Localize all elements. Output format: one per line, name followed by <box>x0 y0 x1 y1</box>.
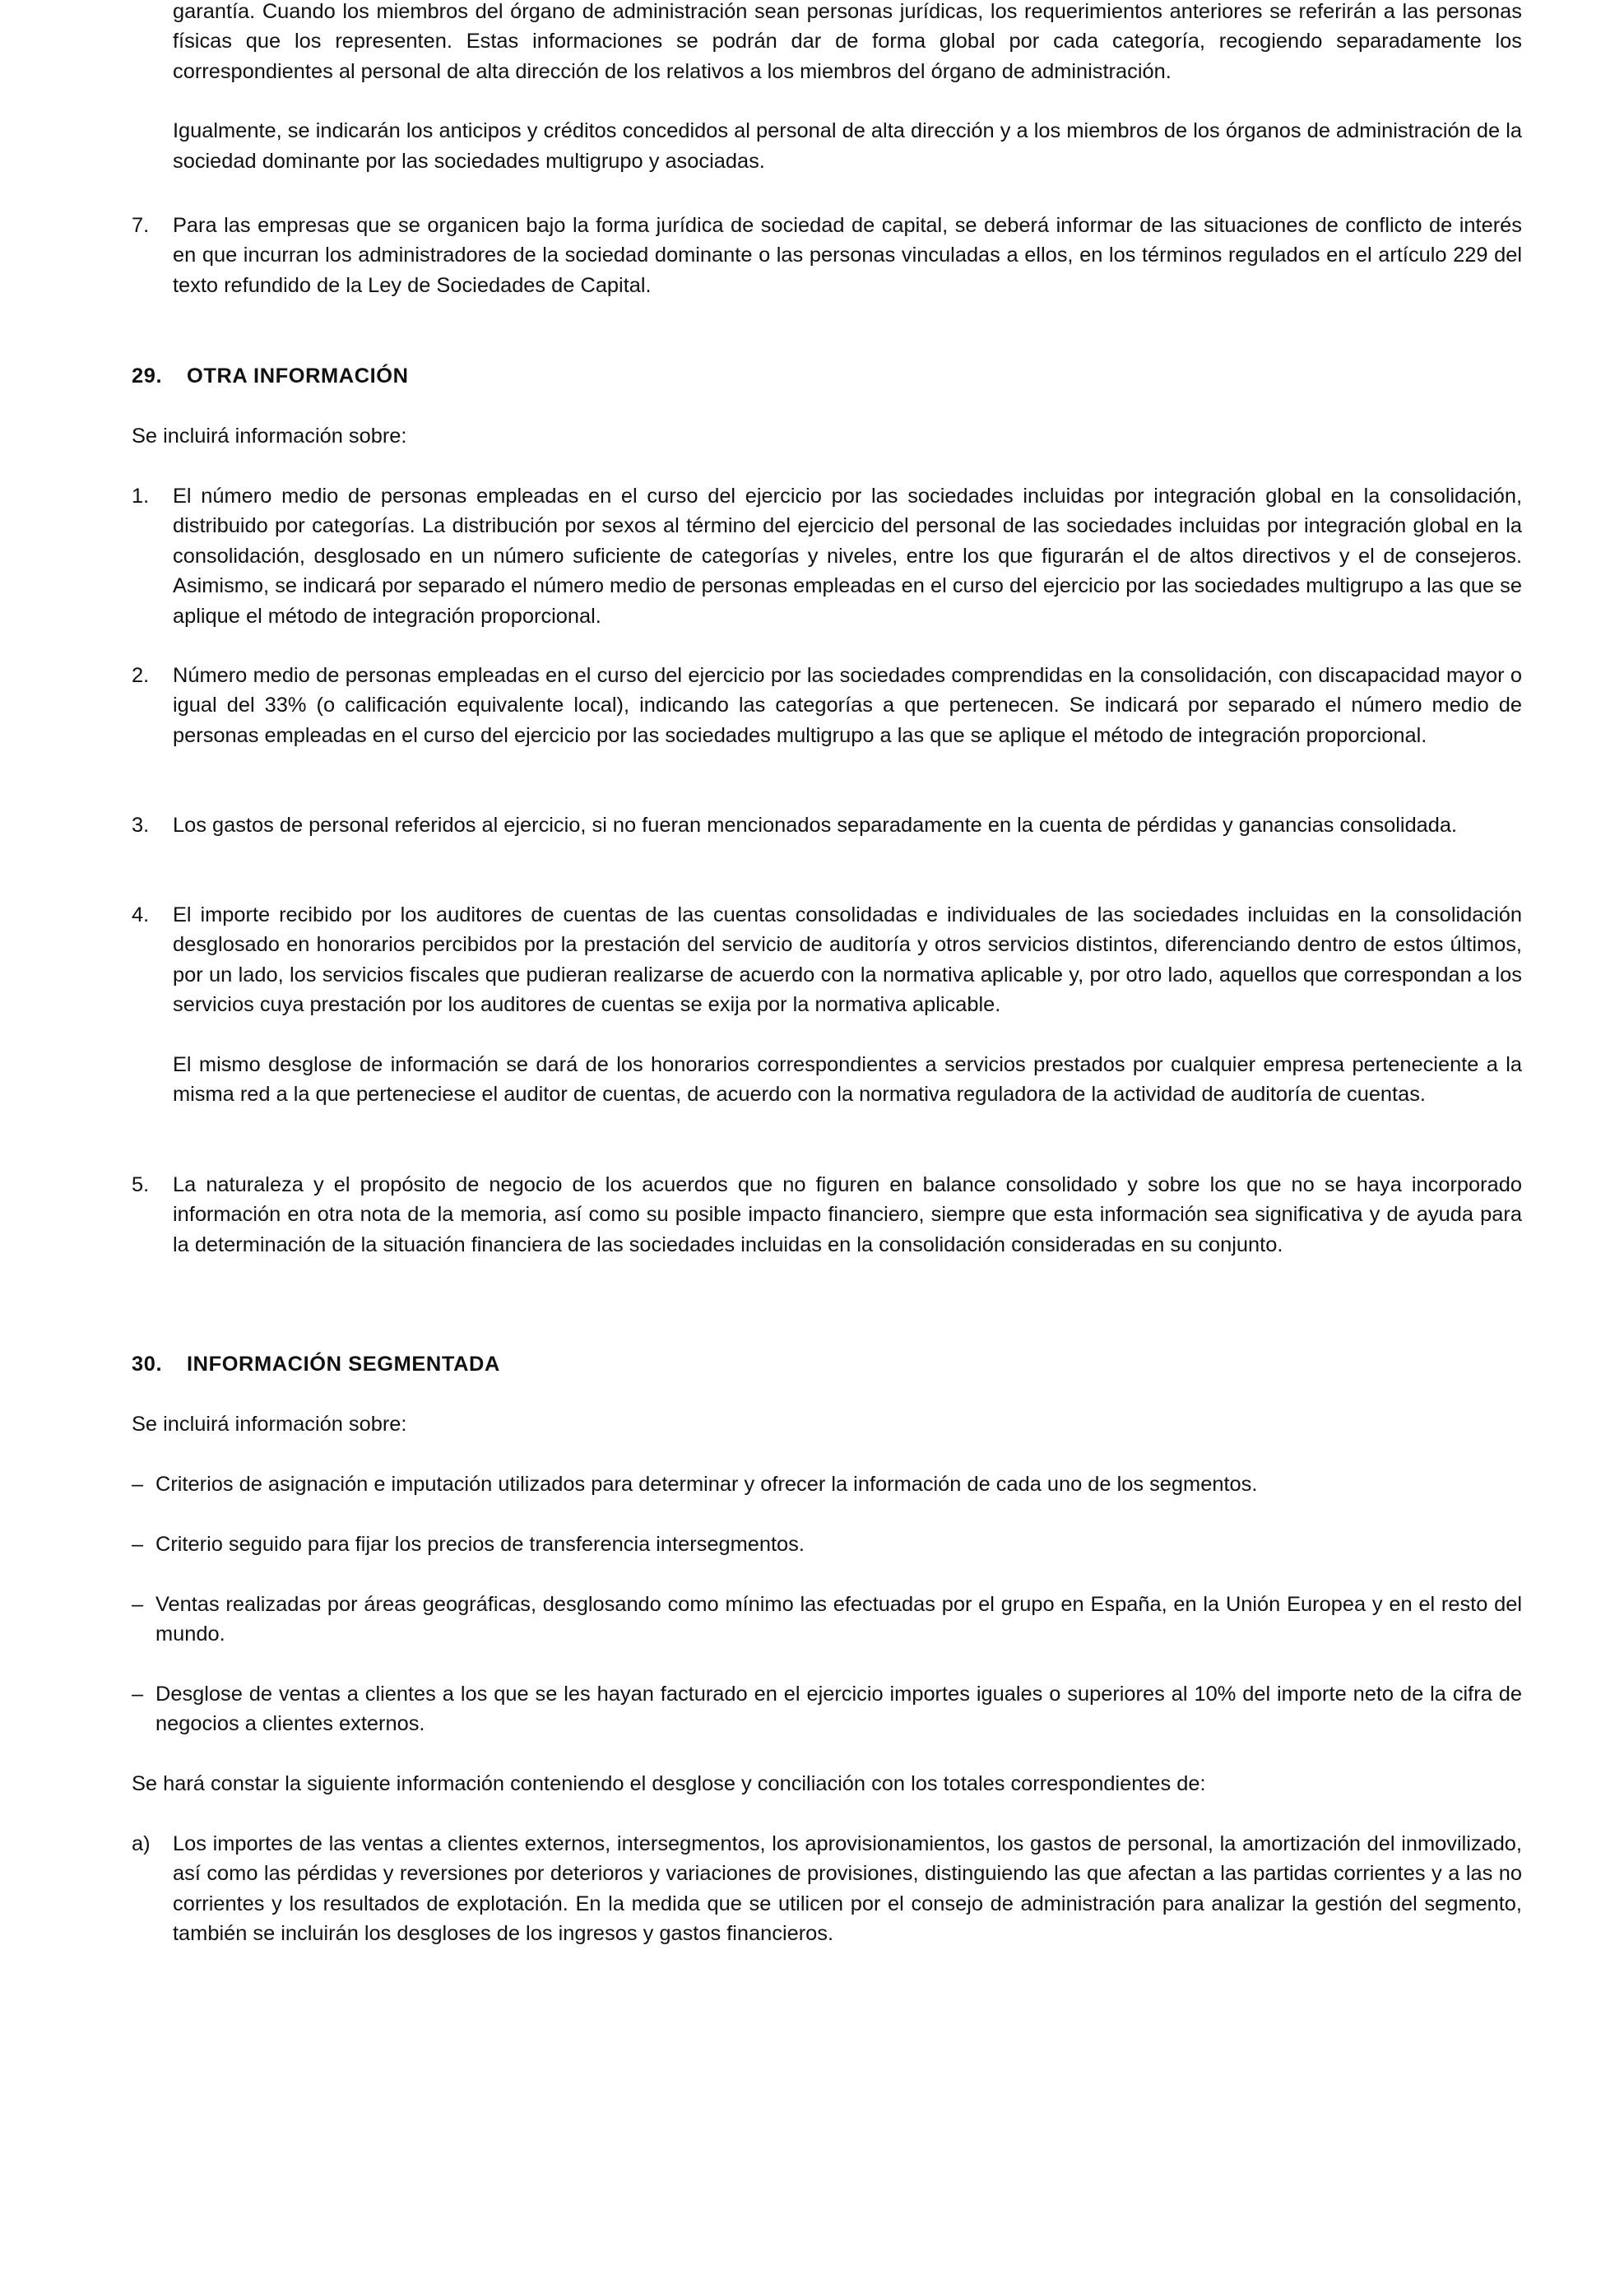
list-item-a <box>132 1829 1522 1949</box>
section-outro: Se hará constar la siguiente información conteniendo el desglose y conciliación con los totales correspondientes de: <box>132 1772 1206 1795</box>
list-item-5 <box>132 1170 1522 1260</box>
section-number: 29. <box>132 364 163 388</box>
list-item-text: El mismo desglose de información se dará de los honorarios correspondientes a servicios prestados por cualquier empresa perteneciente a la misma red a la que perteneciese el auditor de cuentas, de acuerdo con la normativa reguladora de la actividad de auditoría de cuentas. <box>173 1053 1522 1107</box>
paragraph-continuation: garantía. Cuando los miembros del órgano de administración sean personas jurídicas, los requerimientos anteriores se referirán a las personas físicas que los representen. Estas informaciones se podrán dar de forma global por cada categoría, recogiendo separadamente los correspondientes al personal de alta dirección de los relativos a los miembros del órgano de administración. <box>173 0 1522 83</box>
list-item-number: 2. <box>132 664 150 687</box>
bullet-item-3 <box>132 1590 1522 1650</box>
list-item-number: 7. <box>132 214 150 237</box>
bullet-item-2 <box>132 1530 1522 1559</box>
section-number: 30. <box>132 1353 163 1376</box>
dash-marker: – <box>132 1473 144 1496</box>
list-item-text: La naturaleza y el propósito de negocio de los acuerdos que no figuren en balance consolidado y sobre los que no se haya incorporado información en otra nota de la memoria, así como su posible impacto financiero, siempre que esta información sea significativa y de ayuda para la determinación de la situación financiera de las sociedades incluidas en la consolidación consideradas en su conjunto. <box>173 1173 1522 1256</box>
bullet-item-4 <box>132 1679 1522 1739</box>
bullet-item-1 <box>132 1469 1522 1499</box>
list-item-number: 3. <box>132 814 150 837</box>
list-item-text: El número medio de personas empleadas en el curso del ejercicio por las sociedades incluidas por integración global en la consolidación, distribuido por categorías. La distribución por sexos al término del ejercicio del personal de las sociedades incluidas por integración global en la consolidación, desglosado en un número suficiente de categorías y niveles, entre los que figurarán el de altos directivos y el de consejeros. Asimismo, se indicará por separado el número medio de personas empleadas en el curso del ejercicio por las sociedades multigrupo a las que se aplique el método de integración proporcional. <box>173 485 1522 628</box>
bullet-text: Desglose de ventas a clientes a los que se les hayan facturado en el ejercicio importes iguales o superiores al 10% del importe neto de la cifra de negocios a clientes externos. <box>155 1683 1522 1736</box>
dash-marker: – <box>132 1533 144 1556</box>
list-item-number: 1. <box>132 485 150 508</box>
bullet-text: Ventas realizadas por áreas geográficas, desglosando como mínimo las efectuadas por el grupo en España, en la Unión Europea y en el resto del mundo. <box>155 1593 1522 1646</box>
section-intro: Se incluirá información sobre: <box>132 1413 407 1436</box>
list-item-2 <box>132 661 1522 750</box>
list-item-text: Para las empresas que se organicen bajo la forma jurídica de sociedad de capital, se deberá informar de las situaciones de conflicto de interés en que incurran los administradores de la sociedad dominante o las personas vinculadas a ellos, en los términos regulados en el artículo 229 del texto refundido de la Ley de Sociedades de Capital. <box>173 214 1522 297</box>
list-item-number: 5. <box>132 1173 150 1196</box>
bullet-text: Criterios de asignación e imputación utilizados para determinar y ofrecer la información de cada uno de los segmentos. <box>155 1473 1258 1496</box>
continuation-block <box>173 0 1522 176</box>
list-item-text: Los importes de las ventas a clientes externos, intersegmentos, los aprovisionamientos, los gastos de personal, la amortización del inmovilizado, así como las pérdidas y reversiones por deterioros y variaciones de provisiones, distinguiendo las que afectan a las partidas corrientes y a las no corrientes y los resultados de explotación. En la medida que se utilicen por el consejo de administración para analizar la gestión del segmento, también se incluirán los desgloses de los ingresos y gastos financieros. <box>173 1832 1522 1946</box>
list-item-1 <box>132 481 1522 631</box>
section-title: INFORMACIÓN SEGMENTADA <box>187 1353 500 1376</box>
dash-marker: – <box>132 1683 144 1706</box>
dash-marker: – <box>132 1593 144 1616</box>
list-item-7 <box>132 211 1522 300</box>
list-item-text: Los gastos de personal referidos al ejercicio, si no fueran mencionados separadamente en la cuenta de pérdidas y ganancias consolidada. <box>173 814 1458 837</box>
section-heading-30 <box>132 1349 500 1379</box>
list-item-text: Número medio de personas empleadas en el curso del ejercicio por las sociedades comprendidas en la consolidación, con discapacidad mayor o igual del 33% (o calificación equivalente local), indicando las categorías a que pertenecen. Se indicará por separado el número medio de personas empleadas en el curso del ejercicio por las sociedades multigrupo a las que se aplique el método de integración proporcional. <box>173 664 1522 747</box>
list-item-letter: a) <box>132 1832 151 1855</box>
paragraph-anticipos: Igualmente, se indicarán los anticipos y créditos concedidos al personal de alta dirección y a los miembros de los órganos de administración de la sociedad dominante por las sociedades multigrupo y asociadas. <box>173 119 1522 173</box>
list-item-text: El importe recibido por los auditores de cuentas de las cuentas consolidadas e individuales de las sociedades incluidas en la consolidación desglosado en honorarios percibidos por la prestación del servicio de auditoría y otros servicios distintos, diferenciando dentro de estos últimos, por un lado, los servicios fiscales que pudieran realizarse de acuerdo con la normativa aplicable y, por otro lado, aquellos que correspondan a los servicios cuya prestación por los auditores de cuentas se exija por la normativa aplicable. <box>173 903 1522 1017</box>
list-item-3 <box>132 810 1522 840</box>
section-intro: Se incluirá información sobre: <box>132 425 407 448</box>
list-item-4-continuation <box>132 1050 1522 1110</box>
list-item-4 <box>132 900 1522 1020</box>
list-item-number: 4. <box>132 903 150 926</box>
section-heading-29 <box>132 361 409 391</box>
section-title: OTRA INFORMACIÓN <box>187 364 409 388</box>
bullet-text: Criterio seguido para fijar los precios de transferencia intersegmentos. <box>155 1533 805 1556</box>
